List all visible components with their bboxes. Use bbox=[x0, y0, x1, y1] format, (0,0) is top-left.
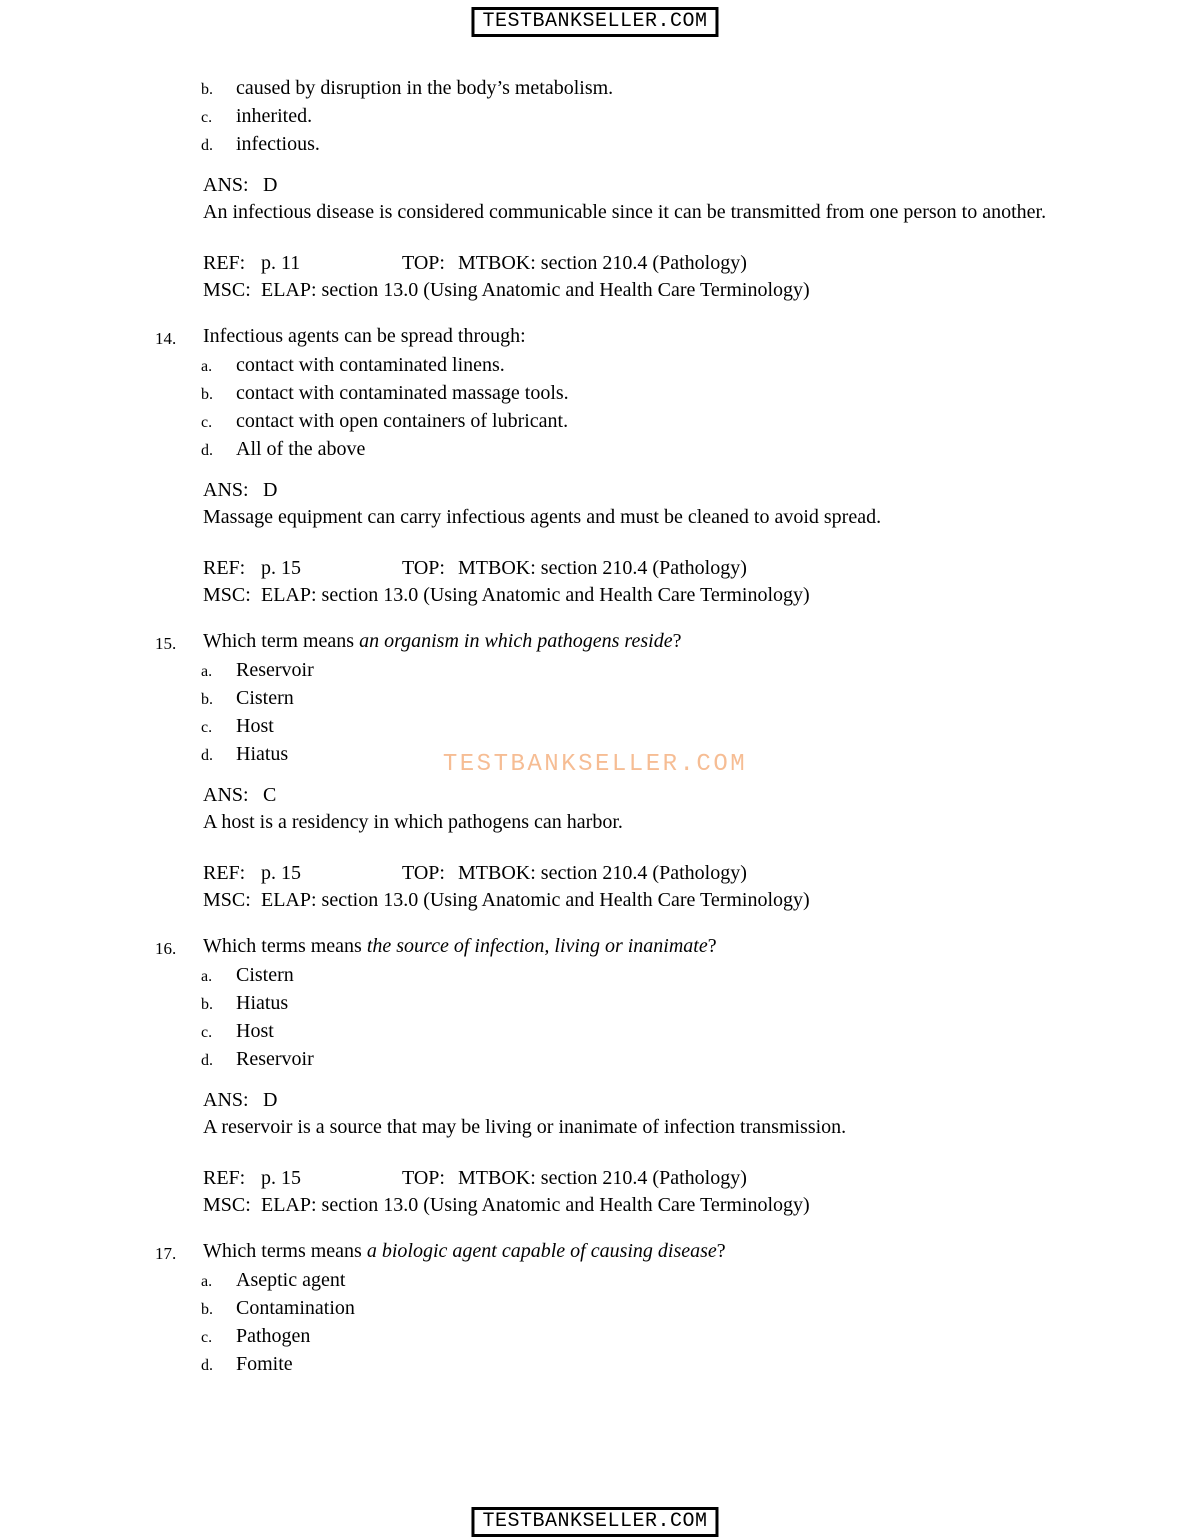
msc-label: MSC: bbox=[203, 584, 251, 606]
msc-label: MSC: bbox=[203, 279, 251, 301]
question-text-italic: the source of infection, living or inanimate bbox=[366, 935, 708, 957]
msc-value: ELAP: section 13.0 (Using Anatomic and Health Care Terminology) bbox=[261, 584, 810, 606]
answer-block bbox=[155, 172, 1085, 226]
option-letter: b. bbox=[201, 81, 213, 98]
option-text: caused by disruption in the body’s metabolism. bbox=[236, 77, 614, 99]
question-line bbox=[155, 933, 1085, 962]
question-text bbox=[203, 323, 1083, 352]
option-letter: a. bbox=[201, 358, 213, 375]
answer-feedback: Massage equipment can carry infectious agents and must be cleaned to avoid spread. bbox=[203, 506, 882, 528]
question-text-suffix: ? bbox=[716, 1240, 726, 1262]
option-letter: b. bbox=[201, 386, 213, 403]
answer-option bbox=[155, 1267, 1085, 1295]
reference-block bbox=[155, 1165, 1085, 1219]
question-number: 17. bbox=[155, 1244, 177, 1263]
ans-label: ANS: bbox=[203, 174, 249, 196]
answer-option bbox=[155, 352, 1085, 380]
ref-line bbox=[203, 1165, 1085, 1192]
top-label: TOP: bbox=[402, 862, 445, 884]
option-letter: d. bbox=[201, 747, 213, 764]
ans-value: D bbox=[263, 479, 278, 501]
question-line bbox=[155, 323, 1085, 352]
question-17 bbox=[155, 1238, 1085, 1379]
option-text: Reservoir bbox=[236, 1048, 314, 1070]
answer-option bbox=[155, 131, 1085, 159]
option-text: Reservoir bbox=[236, 659, 314, 681]
footer-watermark-box bbox=[471, 1507, 718, 1537]
option-text: Contamination bbox=[236, 1297, 355, 1319]
top-label: TOP: bbox=[402, 1167, 445, 1189]
option-text: contact with open containers of lubricant. bbox=[236, 410, 569, 432]
header-watermark-text: TESTBANKSELLER.COM bbox=[482, 10, 708, 33]
msc-value: ELAP: section 13.0 (Using Anatomic and Health Care Terminology) bbox=[261, 279, 810, 301]
msc-line bbox=[203, 1192, 1085, 1219]
msc-value: ELAP: section 13.0 (Using Anatomic and Health Care Terminology) bbox=[261, 1194, 810, 1216]
answer-feedback: A host is a residency in which pathogens can harbor. bbox=[203, 811, 623, 833]
msc-line bbox=[203, 277, 1085, 304]
question-text-suffix: ? bbox=[707, 935, 717, 957]
answer-block bbox=[155, 782, 1085, 836]
option-text: Hiatus bbox=[236, 743, 289, 765]
ref-line bbox=[203, 250, 1085, 277]
top-value: MTBOK: section 210.4 (Pathology) bbox=[458, 1167, 747, 1189]
option-letter: b. bbox=[201, 691, 213, 708]
option-text: Pathogen bbox=[236, 1325, 311, 1347]
option-letter: c. bbox=[201, 1024, 213, 1041]
question-text-prefix: Which terms means bbox=[203, 1240, 367, 1262]
option-text: contact with contaminated linens. bbox=[236, 354, 505, 376]
question-line bbox=[155, 628, 1085, 657]
answer-line bbox=[203, 1087, 1085, 1114]
ans-value: C bbox=[263, 784, 277, 806]
footer-watermark-text: TESTBANKSELLER.COM bbox=[482, 1510, 708, 1533]
question-text-prefix: Which term means bbox=[203, 630, 360, 652]
option-letter: a. bbox=[201, 1273, 213, 1290]
reference-block bbox=[155, 250, 1085, 304]
answer-option bbox=[155, 1018, 1085, 1046]
answer-option bbox=[155, 103, 1085, 131]
answer-option bbox=[155, 990, 1085, 1018]
question-15 bbox=[155, 628, 1085, 914]
answer-option bbox=[155, 75, 1085, 103]
top-value: MTBOK: section 210.4 (Pathology) bbox=[458, 252, 747, 274]
option-letter: a. bbox=[201, 968, 213, 985]
option-text: Cistern bbox=[236, 964, 294, 986]
question-14 bbox=[155, 323, 1085, 609]
option-text: Aseptic agent bbox=[236, 1269, 346, 1291]
reference-block bbox=[155, 555, 1085, 609]
answer-option bbox=[155, 685, 1085, 713]
option-text: Hiatus bbox=[236, 992, 289, 1014]
option-letter: c. bbox=[201, 109, 213, 126]
option-letter: b. bbox=[201, 996, 213, 1013]
answer-option bbox=[155, 713, 1085, 741]
ref-page: p. 11 bbox=[261, 252, 301, 274]
answer-option bbox=[155, 741, 1085, 769]
ref-label: REF: bbox=[203, 1167, 246, 1189]
question-number: 16. bbox=[155, 939, 177, 958]
option-text: contact with contaminated massage tools. bbox=[236, 382, 569, 404]
option-text: All of the above bbox=[236, 438, 366, 460]
answer-option bbox=[155, 1046, 1085, 1074]
ans-value: D bbox=[263, 1089, 278, 1111]
top-value: MTBOK: section 210.4 (Pathology) bbox=[458, 862, 747, 884]
reference-block bbox=[155, 860, 1085, 914]
ref-page: p. 15 bbox=[261, 557, 301, 579]
option-text: infectious. bbox=[236, 133, 320, 155]
option-text: Fomite bbox=[236, 1353, 293, 1375]
ans-label: ANS: bbox=[203, 1089, 249, 1111]
answer-option bbox=[155, 1323, 1085, 1351]
option-letter: d. bbox=[201, 137, 213, 154]
page-content bbox=[155, 75, 1085, 1379]
ans-label: ANS: bbox=[203, 479, 249, 501]
ans-value: D bbox=[263, 174, 278, 196]
question-line bbox=[155, 1238, 1085, 1267]
answer-feedback: A reservoir is a source that may be living or inanimate of infection transmission. bbox=[203, 1116, 847, 1138]
question-16 bbox=[155, 933, 1085, 1219]
answer-line bbox=[203, 782, 1085, 809]
question-text-italic: an organism in which pathogens reside bbox=[359, 630, 673, 652]
top-value: MTBOK: section 210.4 (Pathology) bbox=[458, 557, 747, 579]
question-text-prefix: Infectious agents can be spread through: bbox=[203, 325, 526, 347]
answer-option bbox=[155, 1295, 1085, 1323]
option-letter: c. bbox=[201, 414, 213, 431]
option-letter: c. bbox=[201, 719, 213, 736]
msc-line bbox=[203, 887, 1085, 914]
option-letter: d. bbox=[201, 442, 213, 459]
option-letter: d. bbox=[201, 1052, 213, 1069]
ans-label: ANS: bbox=[203, 784, 249, 806]
question-text-italic: a biologic agent capable of causing disease bbox=[366, 1240, 717, 1262]
option-letter: d. bbox=[201, 1357, 213, 1374]
option-text: Cistern bbox=[236, 687, 294, 709]
question-number: 14. bbox=[155, 329, 177, 348]
option-letter: c. bbox=[201, 1329, 213, 1346]
option-text: Host bbox=[236, 1020, 274, 1042]
answer-line bbox=[203, 477, 1085, 504]
msc-label: MSC: bbox=[203, 889, 251, 911]
ref-label: REF: bbox=[203, 252, 246, 274]
center-watermark: TESTBANKSELLER.COM bbox=[442, 751, 748, 778]
option-letter: a. bbox=[201, 663, 213, 680]
answer-option bbox=[155, 408, 1085, 436]
header-watermark-box bbox=[471, 7, 718, 37]
ref-label: REF: bbox=[203, 862, 246, 884]
msc-line bbox=[203, 582, 1085, 609]
ref-line bbox=[203, 860, 1085, 887]
ref-page: p. 15 bbox=[261, 862, 301, 884]
question-13-partial bbox=[155, 75, 1085, 304]
option-text: Host bbox=[236, 715, 274, 737]
answer-feedback: An infectious disease is considered communicable since it can be transmitted from one person to another. bbox=[203, 201, 1047, 223]
ref-line bbox=[203, 555, 1085, 582]
answer-option bbox=[155, 962, 1085, 990]
answer-block bbox=[155, 1087, 1085, 1141]
question-text-prefix: Which terms means bbox=[203, 935, 367, 957]
ref-page: p. 15 bbox=[261, 1167, 301, 1189]
msc-value: ELAP: section 13.0 (Using Anatomic and Health Care Terminology) bbox=[261, 889, 810, 911]
answer-option bbox=[155, 436, 1085, 464]
ref-label: REF: bbox=[203, 557, 246, 579]
question-text bbox=[203, 1238, 1083, 1267]
answer-option bbox=[155, 380, 1085, 408]
answer-block bbox=[155, 477, 1085, 531]
answer-option bbox=[155, 657, 1085, 685]
top-label: TOP: bbox=[402, 252, 445, 274]
answer-line bbox=[203, 172, 1085, 199]
option-letter: b. bbox=[201, 1301, 213, 1318]
question-text-suffix: ? bbox=[672, 630, 682, 652]
answer-option bbox=[155, 1351, 1085, 1379]
option-text: inherited. bbox=[236, 105, 313, 127]
msc-label: MSC: bbox=[203, 1194, 251, 1216]
top-label: TOP: bbox=[402, 557, 445, 579]
question-number: 15. bbox=[155, 634, 177, 653]
question-text bbox=[203, 628, 1083, 657]
question-text bbox=[203, 933, 1083, 962]
